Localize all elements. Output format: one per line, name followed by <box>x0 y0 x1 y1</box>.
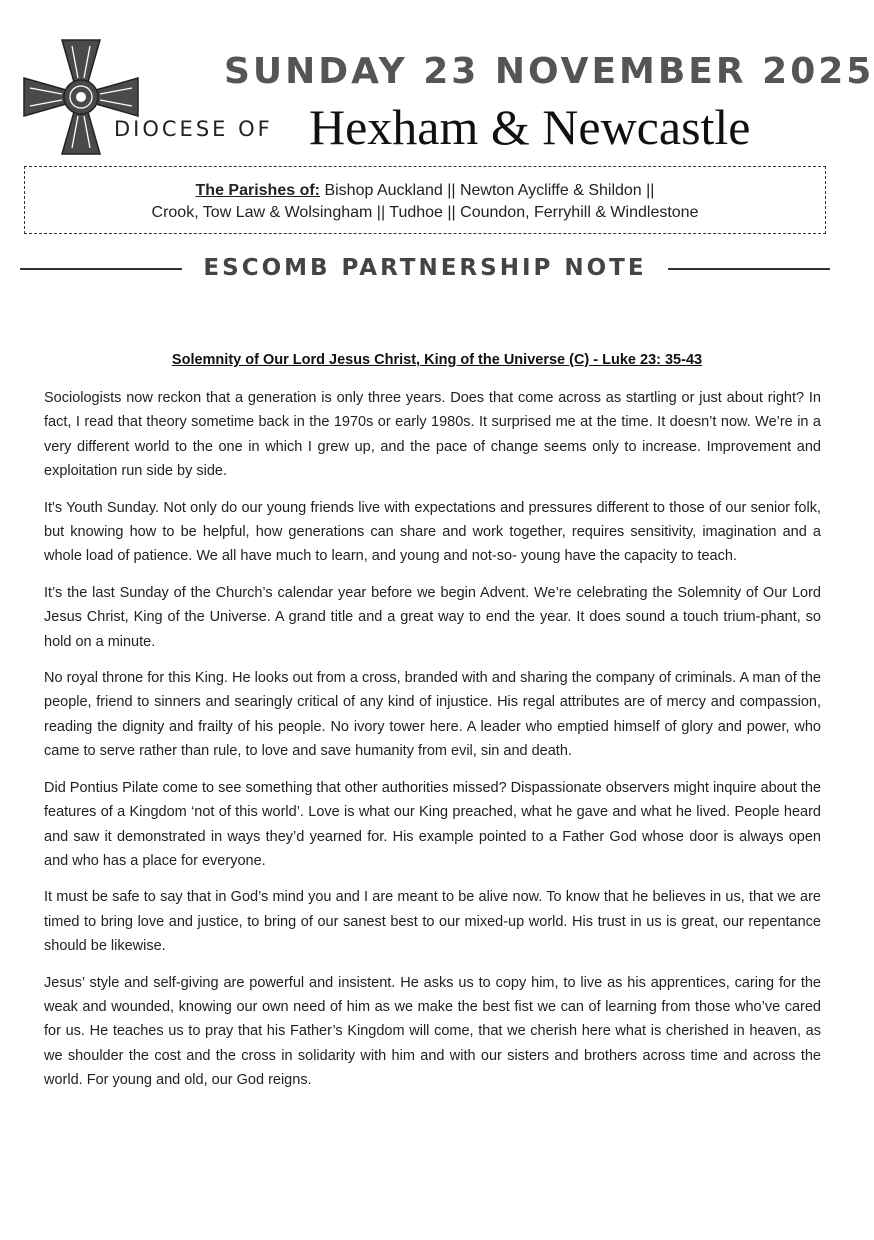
note-title: ESCOMB PARTNERSHIP NOTE <box>203 255 647 281</box>
parishes-line-1 <box>25 180 825 202</box>
parishes-label: The Parishes of: <box>195 182 320 199</box>
diocese-of-label: DIOCESE OF <box>114 117 273 141</box>
article-heading: Solemnity of Our Lord Jesus Christ, King of the Universe (C) - Luke 23: 35-43 <box>171 352 703 368</box>
paragraph: It’s the last Sunday of the Church’s calendar year before we begin Advent. We’re celebrating the Solemnity of Our Lord Jesus Christ, King of the Universe. A grand title and a great way to end the year. It does sound a touch trium-phant, so hold on a minute. <box>44 584 821 650</box>
diocese-title <box>114 98 854 158</box>
paragraph: Did Pontius Pilate come to see something that other authorities missed? Dispassionate observers might inquire about the features of a Kingdom ‘not of this world’. Love is what our King preached, what he gave and what he lived. People heard and saw it demonstrated in ways they’d yearned for. His example pointed to a Father God whose door is always open and who has a place for everyone. <box>44 779 821 869</box>
parishes-list-2: Crook, Tow Law & Wolsingham || Tudhoe || Coundon, Ferryhill & Windlestone <box>151 204 699 221</box>
paragraph: No royal throne for this King. He looks out from a cross, branded with and sharing the company of criminals. A man of the people, friend to sinners and searingly critical of any kind of injustice. His regal attributes are of mercy and compassion, reading the dignity and frailty of his people. No ivory tower here. A leader who emptied himself of glory and power, who came to serve rather than rule, to love and save humanity from evil, sin and death. <box>44 670 821 760</box>
title-rule-left <box>20 268 182 270</box>
paragraph: Jesus’ style and self-giving are powerful and insistent. He asks us to copy him, to live as his apprentices, caring for the weak and wounded, knowing our own need of him as we make the best fist we can of learning from those who’ve cared for us. He teaches us to pray that his Father’s Kingdom will come, that we cherish here what is cherished in heaven, as we shoulder the cost and the cross in solidarity with him and with our sisters and brothers across time and across the world. For young and old, our God reigns. <box>44 974 821 1089</box>
paragraph: It's Youth Sunday. Not only do our young friends live with expectations and pressures different to those of our senior folk, but knowing how to be helpful, how generations can share and work together, requires sensitivity, imagination and a whole load of patience. We all have much to learn, and young and not-so- young have the capacity to teach. <box>44 499 821 565</box>
diocese-name: Hexham & Newcastle <box>309 99 751 155</box>
parishes-list-1: Bishop Auckland || Newton Aycliffe & Shildon || <box>324 182 655 199</box>
article-body <box>44 386 821 1105</box>
paragraph: It must be safe to say that in God’s mind you and I are meant to be alive now. To know that he believes in us, that we are timed to bring love and justice, to bring of our sanest best to our mixed-up world. His trust in us is great, our repentance should be likewise. <box>44 889 821 955</box>
service-date: SUNDAY 23 NOVEMBER 2025 <box>224 51 874 92</box>
title-rule-right <box>668 268 830 270</box>
parishes-box <box>24 166 826 234</box>
paragraph: Sociologists now reckon that a generation is only three years. Does that come across as startling or just about right? In fact, I read that theory sometime back in the 1970s or early 1980s. It surprised me at the time. It doesn’t now. We’re in a very different world to the one in which I grew up, and the pace of change seems only to increase. Improvement and exploitation run side by side. <box>44 390 821 480</box>
